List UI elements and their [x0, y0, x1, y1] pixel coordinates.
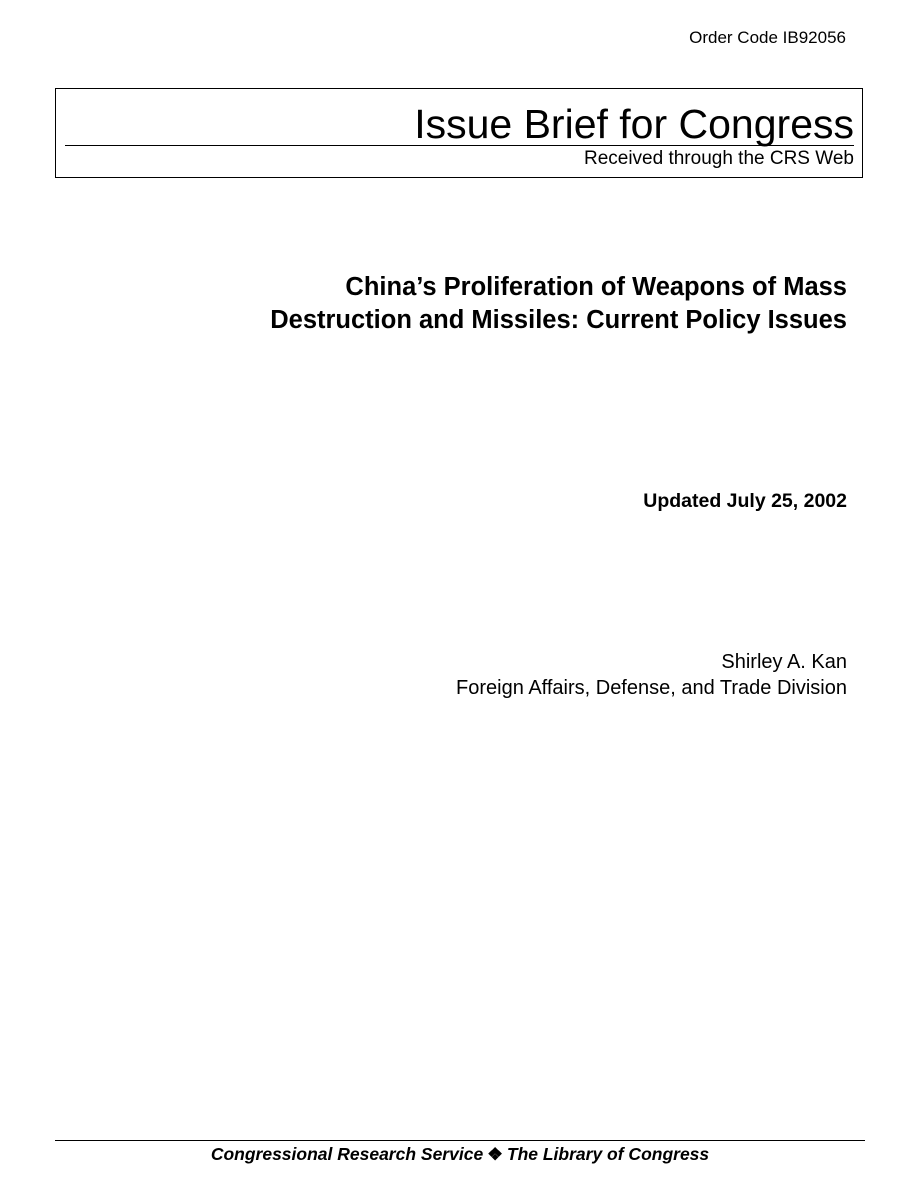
banner-subtitle: Received through the CRS Web — [583, 148, 854, 169]
footer-library: The Library of Congress — [506, 1144, 710, 1164]
author-block — [456, 649, 847, 701]
report-title-line-1: China’s Proliferation of Weapons of Mass — [345, 273, 847, 301]
banner-title: Issue Brief for Congress — [414, 101, 854, 147]
footer-publisher: Congressional Research Service — [210, 1144, 484, 1164]
report-title-line-2: Destruction and Missiles: Current Policy Issues — [270, 306, 847, 334]
diamond-separator-icon: ❖ — [487, 1144, 503, 1164]
footer-divider — [55, 1140, 865, 1141]
banner-divider — [65, 145, 854, 146]
report-title — [127, 271, 847, 337]
order-code: Order Code IB92056 — [689, 28, 846, 47]
author-name: Shirley A. Kan — [721, 651, 847, 673]
author-division: Foreign Affairs, Defense, and Trade Division — [456, 677, 847, 699]
issue-brief-banner — [55, 88, 863, 178]
updated-date: Updated July 25, 2002 — [643, 490, 847, 512]
footer — [55, 1143, 865, 1165]
